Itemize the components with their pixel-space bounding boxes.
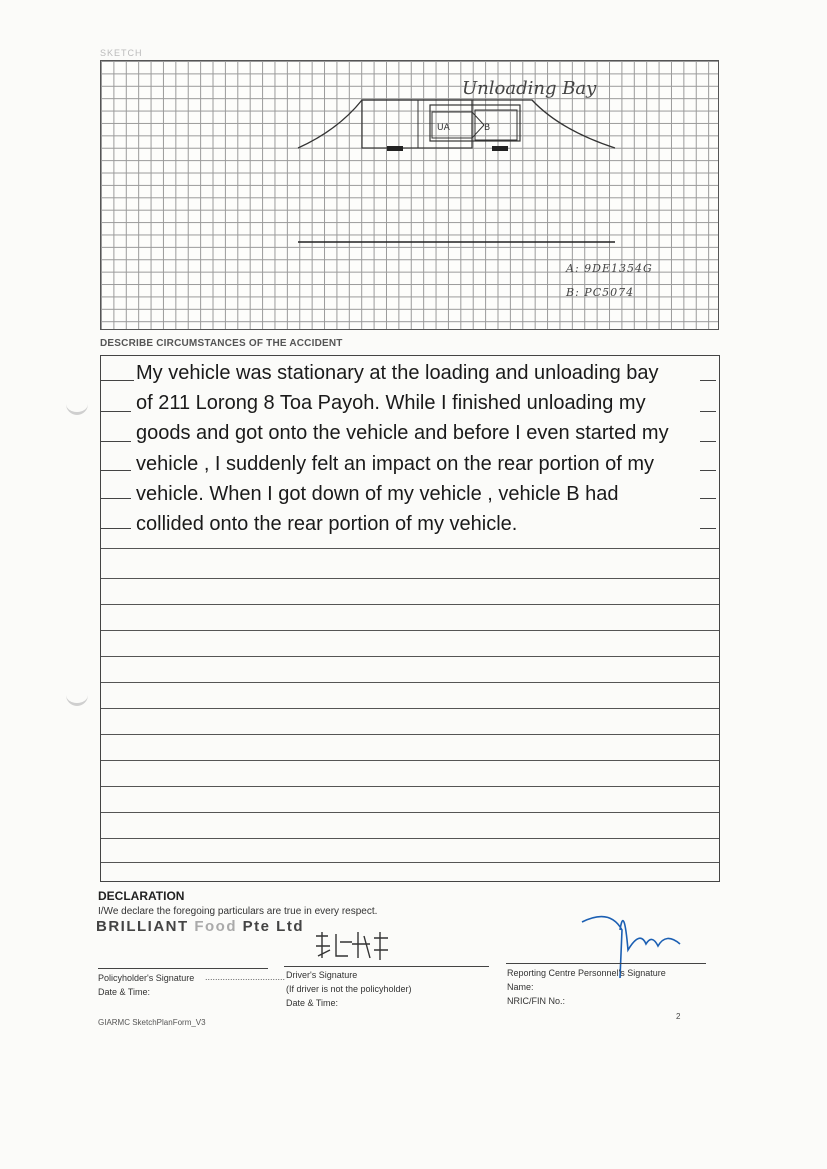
policyholder-sig-line [98,968,268,969]
circumstances-heading: DESCRIBE CIRCUMSTANCES OF THE ACCIDENT [100,338,343,349]
narrative-line: goods and got onto the vehicle and before I even started my [136,422,669,445]
narrative-line: My vehicle was stationary at the loading and unloading bay [136,362,659,384]
reporting-sig-line [506,963,706,964]
narrative-line: vehicle. When I got down of my vehicle , vehicle B had [136,482,619,505]
box-label-ua: UA [437,123,450,133]
driver-signature-label: Driver's Signature [286,970,358,980]
punch-hole [66,693,88,706]
reporting-nric-label: NRIC/FIN No.: [507,996,566,1006]
punch-hole [66,402,88,415]
page-number: 2 [676,1012,681,1021]
company-stamp: BRILLIANT Food Pte Ltd [96,918,304,935]
declaration-text: I/We declare the foregoing particulars are true in every respect. [98,906,378,917]
circumstances-text [136,358,711,539]
driver-signature-mark [312,928,392,964]
dotted-leader: ................................ [205,972,286,982]
sketch-annotation: Unloading Bay [462,78,597,99]
vehicle-a-plate: A: 9DE1354G [566,262,653,275]
reporting-name-label: Name: [507,982,534,992]
declaration-title: DECLARATION [98,889,185,903]
faint-header-text: SKETCH [100,48,143,58]
narrative-line: collided onto the rear portion of my vehicle. [136,513,518,536]
policyholder-date-label: Date & Time: [98,987,151,997]
driver-note: (If driver is not the policyholder) [286,984,412,994]
driver-sig-line [284,966,489,967]
policyholder-signature-label: Policyholder's Signature [98,973,195,983]
narrative-line: vehicle , I suddenly felt an impact on the rear portion of my [136,452,655,475]
narrative-line: of 211 Lorong 8 Toa Payoh. While I finished unloading my [136,392,646,415]
vehicle-b-plate: B: PC5074 [566,286,635,299]
form-id: GIARMC SketchPlanForm_V3 [98,1018,206,1027]
driver-date-label: Date & Time: [286,998,339,1008]
box-label-b: B [484,123,491,133]
reporting-signature-label: Reporting Centre Personnel's Signature [507,968,666,978]
